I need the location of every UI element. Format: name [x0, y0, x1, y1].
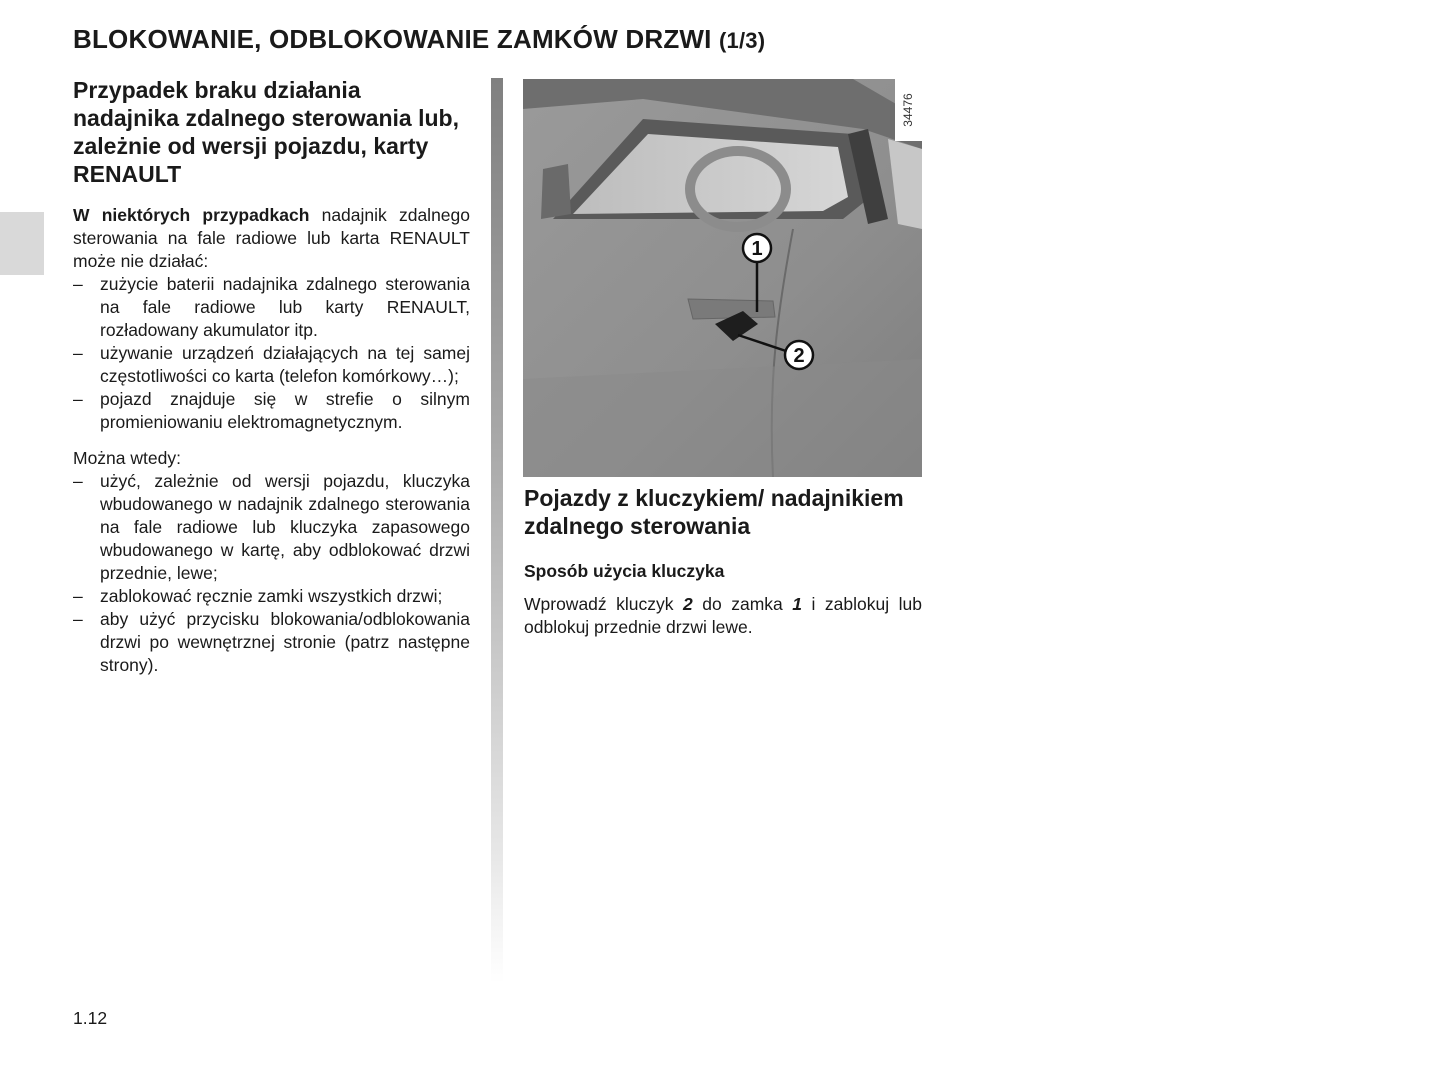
instruction-paragraph: [524, 593, 922, 639]
list-item: – używanie urządzeń działających na tej samej częstotliwości co karta (telefon komórkowy…);: [73, 342, 470, 388]
instruction-text-1: Wprowadź kluczyk: [524, 594, 684, 614]
page-title: [73, 24, 765, 55]
instruction-text-3: i zablokuj lub odblokuj przednie drzwi lewe.: [524, 594, 922, 637]
door-lock-illustration: [523, 79, 922, 477]
intro-paragraph: [73, 204, 470, 273]
list-item: – aby użyć przycisku blokowania/odblokowania drzwi po wewnętrznej stronie (patrz następne strony).: [73, 608, 470, 677]
instruction-text-2: do zamka: [692, 594, 793, 614]
left-column: [73, 76, 470, 677]
intro-bold: W niektórych przypadkach: [73, 205, 310, 225]
callout-1: 1: [751, 238, 763, 260]
callout-2: 2: [793, 345, 805, 367]
lock-ref: 1: [792, 594, 803, 614]
then-label: Można wtedy:: [73, 448, 181, 468]
key-ref: 2: [683, 594, 693, 614]
right-heading: Pojazdy z kluczykiem/ nadajnikiem zdalnego sterowania: [524, 485, 904, 539]
list-item: – zużycie baterii nadajnika zdalnego sterowania na fale radiowe lub karty RENAULT, rozładowany akumulator itp.: [73, 273, 470, 342]
title-text: BLOKOWANIE, ODBLOKOWANIE ZAMKÓW DRZWI: [73, 24, 712, 54]
title-part: (1/3): [719, 28, 766, 53]
figure-ref: 34476: [901, 93, 915, 127]
section-tab: [0, 212, 44, 275]
page-number: 1.12: [73, 1008, 108, 1028]
actions-list: [73, 470, 470, 677]
car-door-photo: [523, 79, 922, 477]
column-divider: [491, 78, 503, 983]
right-subheading: Sposób użycia kluczyka: [524, 561, 725, 581]
list-item: – zablokować ręcznie zamki wszystkich drzwi;: [73, 585, 470, 608]
intro-rest: nadajnik zdalnego sterowania na fale radiowe lub karta RENAULT może nie działać:: [73, 205, 470, 271]
left-heading: Przypadek braku działania nadajnika zdalnego sterowania lub, zależnie od wersji pojazdu, karty RENAULT: [73, 77, 459, 187]
right-column: [524, 484, 922, 639]
list-item: – użyć, zależnie od wersji pojazdu, kluczyka wbudowanego w nadajnik zdalnego sterowania na fale radiowe lub kluczyka zapasowego wbudowanego w kartę, aby odblokować drzwi przednie, lewe;: [73, 470, 470, 585]
causes-list: [73, 273, 470, 434]
list-item: – pojazd znajduje się w strefie o silnym promieniowaniu elektromagnetycznym.: [73, 388, 470, 434]
